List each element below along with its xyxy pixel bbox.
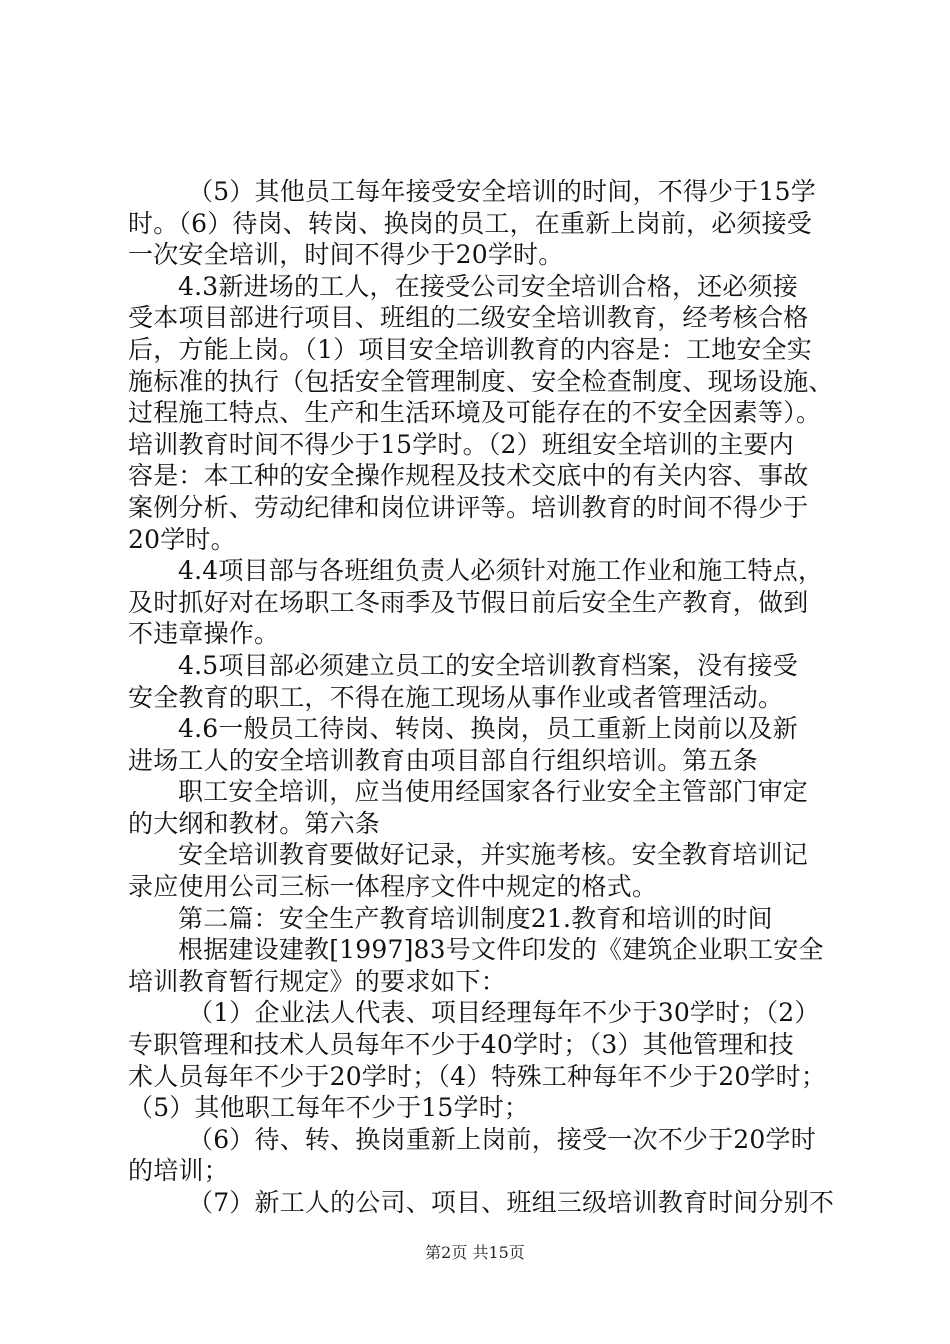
text-line: （7）新工人的公司、项目、班组三级培训教育时间分别不 bbox=[188, 1188, 835, 1217]
text-line: （6）待、转、换岗重新上岗前，接受一次不少于20学时 bbox=[188, 1124, 816, 1154]
text-line: 4.5项目部必须建立员工的安全培训教育档案，没有接受 bbox=[178, 650, 798, 680]
text-line: 4.3新进场的工人，在接受公司安全培训合格，还必须接 bbox=[178, 271, 798, 301]
text-line: 一次安全培训，时间不得少于20学时。 bbox=[128, 240, 564, 270]
text-line: （5）其他职工每年不少于15学时； bbox=[128, 1093, 530, 1123]
text-line: （1）企业法人代表、项目经理每年不少于30学时；（2） bbox=[188, 998, 820, 1028]
text-line: 容是：本工种的安全操作规程及技术交底中的有关内容、事故 bbox=[128, 461, 809, 491]
text-line: 的大纲和教材。第六条 bbox=[128, 808, 381, 838]
text-line: 培训教育时间不得少于15学时。（2）班组安全培训的主要内 bbox=[128, 429, 794, 459]
text-line: 安全培训教育要做好记录，并实施考核。安全教育培训记 bbox=[178, 840, 809, 870]
text-line: 根据建设建教[1997]83号文件印发的《建筑企业职工安全 bbox=[178, 935, 824, 965]
page-number: 第2页 共15页 bbox=[425, 1243, 525, 1262]
text-line: 录应使用公司三标一体程序文件中规定的格式。 bbox=[128, 872, 658, 902]
text-line: 不违章操作。 bbox=[128, 619, 280, 649]
text-line: 及时抓好对在场职工冬雨季及节假日前后安全生产教育，做到 bbox=[128, 587, 809, 617]
text-line: （5）其他员工每年接受安全培训的时间，不得少于15学 bbox=[188, 177, 816, 206]
text-line: 术人员每年不少于20学时；（4）特殊工种每年不少于20学时； bbox=[128, 1061, 827, 1091]
text-line: 培训教育暂行规定》的要求如下： bbox=[128, 966, 507, 996]
text-line: 安全教育的职工，不得在施工现场从事作业或者管理活动。 bbox=[128, 682, 784, 712]
text-line: 20学时。 bbox=[128, 524, 236, 554]
text-line: 4.6一般员工待岗、转岗、换岗，员工重新上岗前以及新 bbox=[178, 714, 798, 744]
text-line: 专职管理和技术人员每年不少于40学时；（3）其他管理和技 bbox=[128, 1030, 794, 1060]
text-line: 第二篇：安全生产教育培训制度21.教育和培训的时间 bbox=[178, 903, 773, 933]
text-line: 案例分析、劳动纪律和岗位讲评等。培训教育的时间不得少于 bbox=[128, 492, 809, 522]
text-line: 过程施工特点、生产和生活环境及可能存在的不安全因素等）。 bbox=[128, 398, 822, 428]
page-footer bbox=[0, 1243, 950, 1263]
text-line: 职工安全培训，应当使用经国家各行业安全主管部门审定 bbox=[178, 777, 809, 807]
text-line: 进场工人的安全培训教育由项目部自行组织培训。第五条 bbox=[128, 745, 759, 775]
text-line: 施标准的执行（包括安全管理制度、安全检查制度、现场设施、 bbox=[128, 366, 834, 396]
document-body bbox=[128, 176, 835, 1219]
text-line: 后，方能上岗。（1）项目安全培训教育的内容是：工地安全实 bbox=[128, 334, 813, 364]
text-line: 受本项目部进行项目、班组的二级安全培训教育，经考核合格 bbox=[128, 303, 809, 333]
text-line: 的培训； bbox=[128, 1156, 229, 1186]
text-line: 时。（6）待岗、转岗、换岗的员工，在重新上岗前，必须接受 bbox=[128, 208, 813, 238]
text-line: 4.4项目部与各班组负责人必须针对施工作业和施工特点， bbox=[178, 556, 824, 586]
